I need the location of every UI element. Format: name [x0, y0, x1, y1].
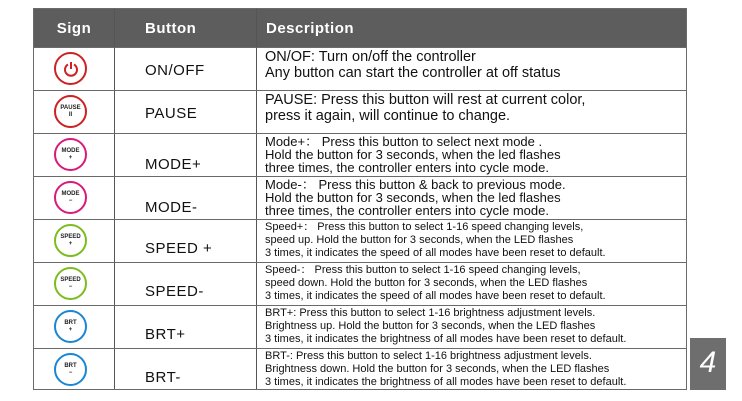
icon-symbol: +: [68, 326, 73, 333]
description: [265, 135, 561, 174]
table-row: [34, 348, 686, 391]
description-line: Speed-： Press this button to select 1-16 speed changing levels,: [265, 264, 581, 276]
button-name: BRT+: [145, 326, 186, 343]
button-name: BRT-: [145, 369, 181, 386]
icon-symbol: +: [68, 240, 73, 247]
description-line: press it again, will continue to change.: [265, 108, 511, 124]
description: [265, 49, 561, 81]
description-line: BRT+: Press this button to select 1-16 brightness adjustment levels.: [265, 307, 596, 319]
icon-label: SPEED: [60, 276, 81, 283]
icon-label: PAUSE: [60, 104, 81, 111]
description-line: 3 times, it indicates the brightness of all modes have been reset to default.: [265, 333, 627, 345]
table-row: [34, 133, 686, 176]
button-name: MODE+: [145, 156, 202, 173]
icon-symbol: −: [68, 197, 73, 204]
description-line: 3 times, it indicates the brightness of all modes have been reset to default.: [265, 376, 627, 388]
description-line: Brightness up. Hold the button for 3 seconds, when the LED flashes: [265, 320, 596, 332]
description-line: Brightness down. Hold the button for 3 seconds, when the LED flashes: [265, 363, 610, 375]
icon-symbol: II: [68, 111, 73, 118]
description-line: 3 times, it indicates the speed of all modes have been reset to default.: [265, 290, 606, 302]
description-column-header: Description: [266, 20, 355, 37]
description-line: Any button can start the controller at off status: [265, 65, 561, 81]
icon-label: SPEED: [60, 233, 81, 240]
table-row: [34, 305, 686, 348]
description: [265, 350, 626, 389]
icon-symbol: +: [68, 154, 73, 161]
speed-plus-icon: [54, 224, 87, 257]
description: [265, 178, 566, 217]
brightness-minus-icon: [54, 353, 87, 386]
button-name: SPEED +: [145, 240, 213, 257]
mode-minus-icon: [54, 181, 87, 214]
icon-label: BRT: [64, 319, 77, 326]
description-line: ON/OF: Turn on/off the controller: [265, 49, 476, 65]
mode-plus-icon: [54, 138, 87, 171]
description-line: 3 times, it indicates the speed of all modes have been reset to default.: [265, 247, 606, 259]
table-header: [34, 9, 686, 48]
table-row: [34, 47, 686, 90]
description: [265, 221, 606, 260]
button-table: [33, 8, 687, 390]
table-row: [34, 262, 686, 305]
table-row: [34, 219, 686, 262]
speed-minus-icon: [54, 267, 87, 300]
button-column-header: Button: [145, 20, 197, 37]
description-line: three times, the controller enters into cycle mode.: [265, 203, 549, 218]
description: [265, 307, 626, 346]
description-line: Hold the button for 3 seconds, when the led flashes: [265, 190, 561, 205]
description-line: three times, the controller enters into cycle mode.: [265, 160, 549, 175]
description-line: PAUSE: Press this button will rest at current color,: [265, 92, 586, 108]
description-line: speed up. Hold the button for 3 seconds, when the LED flashes: [265, 234, 574, 246]
description-line: Mode+： Press this button to select next mode .: [265, 134, 543, 149]
button-name: MODE-: [145, 199, 198, 216]
description-line: speed down. Hold the button for 3 seconds, when the LED flashes: [265, 277, 588, 289]
icon-label: BRT: [64, 362, 77, 369]
table-row: [34, 90, 686, 133]
brightness-plus-icon: [54, 310, 87, 343]
icon-symbol: −: [68, 369, 73, 376]
icon-label: MODE: [61, 190, 80, 197]
table-row: [34, 176, 686, 219]
icon-symbol: −: [68, 283, 73, 290]
description: [265, 92, 585, 124]
sign-column-header: Sign: [56, 20, 92, 37]
description: [265, 264, 606, 303]
description-line: Hold the button for 3 seconds, when the led flashes: [265, 147, 561, 162]
description-line: Speed+： Press this button to select 1-16 speed changing levels,: [265, 221, 584, 233]
power-icon: [54, 52, 87, 85]
pause-icon: [54, 95, 87, 128]
icon-label: MODE: [61, 147, 80, 154]
description-line: BRT-: Press this button to select 1-16 brightness adjustment levels.: [265, 350, 592, 362]
description-line: Mode-： Press this button & back to previous mode.: [265, 177, 566, 192]
button-name: SPEED-: [145, 283, 204, 300]
button-name: ON/OFF: [145, 62, 205, 79]
button-name: PAUSE: [145, 105, 198, 122]
page-number: 4: [690, 338, 726, 390]
